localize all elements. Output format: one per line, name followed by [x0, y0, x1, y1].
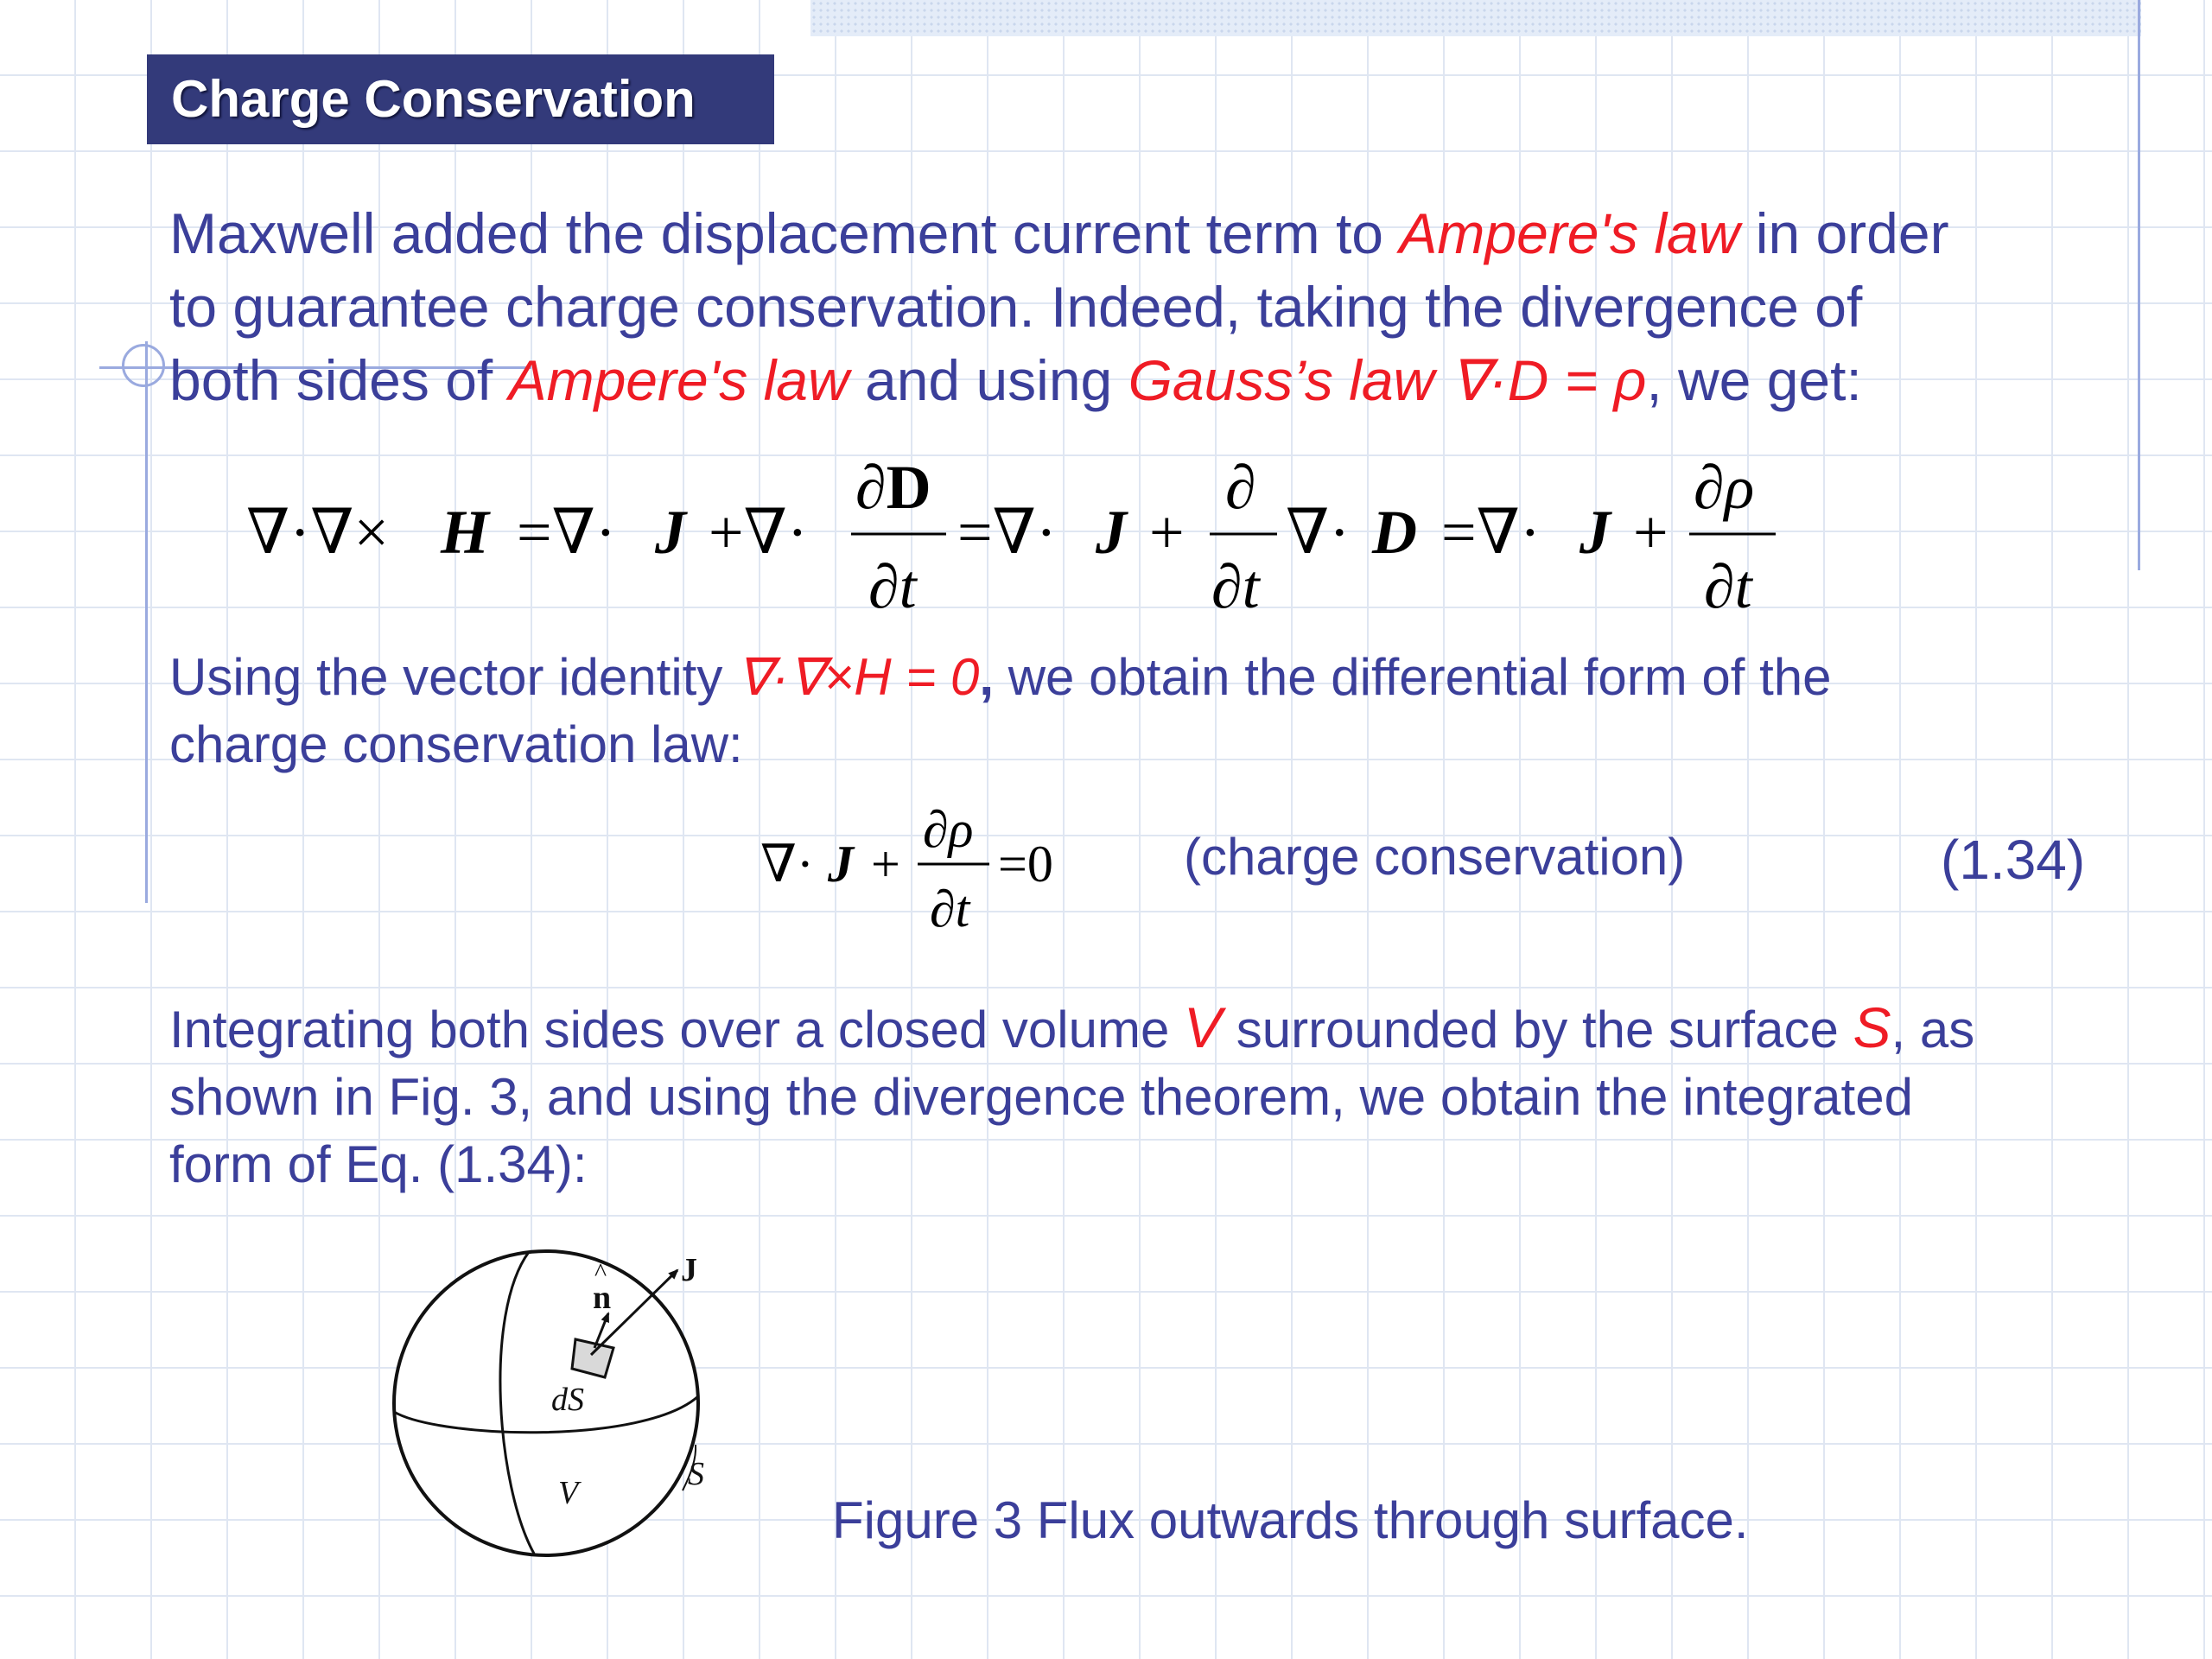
eq1-partial: ∂	[1225, 453, 1256, 522]
eq1-plus-div: +∇·	[709, 498, 808, 567]
volume-V-highlight: V	[1184, 995, 1223, 1059]
eq1-drho: ∂ρ	[1694, 453, 1755, 522]
identity-line-2: charge conservation law:	[169, 715, 743, 773]
eq1-plus-2: +	[1633, 498, 1669, 567]
identity-line-1: Using the vector identity ∇·∇×H = 0, we obtain the differential form of the	[169, 648, 1832, 706]
figure-caption: Figure 3 Flux outwards through surface.	[832, 1491, 1749, 1549]
gauss-law-highlight: Gauss’s law ∇·D = ρ	[1128, 348, 1647, 412]
S-label: S	[688, 1456, 704, 1492]
equation-number: (1.34)	[1941, 829, 2086, 891]
eq1-dD: ∂D	[855, 453, 931, 522]
slide-title: Charge Conservation	[147, 54, 774, 144]
eq2-dt: ∂t	[930, 880, 970, 938]
eq1-J-2: J	[1096, 498, 1127, 567]
equation-label: (charge conservation)	[1184, 828, 1686, 886]
J-label: J	[681, 1252, 697, 1288]
eq1-lhs: ∇·∇×	[246, 498, 390, 567]
eq1-equals-div-2: =∇·	[957, 498, 1057, 567]
eq2-plus: +	[871, 836, 900, 893]
intro-line-2: to guarantee charge conservation. Indeed, taking the divergence of	[169, 275, 1863, 339]
amperes-law-highlight-2: Ampere's law	[508, 348, 849, 412]
eq1-equals-div: =∇·	[517, 498, 616, 567]
intro-line-1: Maxwell added the displacement current term to Ampere's law in order	[169, 201, 1949, 265]
integration-line-3: form of Eq. (1.34):	[169, 1135, 588, 1193]
amperes-law-highlight: Ampere's law	[1399, 201, 1740, 265]
eq1-D: D	[1372, 498, 1417, 567]
surface-S-highlight: S	[1853, 995, 1891, 1059]
eq1-dt-1: ∂t	[868, 552, 917, 621]
vector-identity-highlight: ∇·∇×H = 0	[736, 648, 980, 706]
eq2-nabla-dot: ∇·	[760, 836, 814, 893]
integration-line-2: shown in Fig. 3, and using the divergence theorem, we obtain the integrated	[169, 1068, 1913, 1126]
eq1-equals-div-3: =∇·	[1441, 498, 1541, 567]
integration-line-1: Integrating both sides over a closed volume V surrounded by the surface S, as	[169, 995, 1975, 1059]
eq1-plus: +	[1149, 498, 1185, 567]
sphere-outline	[394, 1251, 698, 1555]
eq1-nabla-dot: ∇·	[1286, 498, 1351, 567]
eq2-equals-zero: =0	[998, 836, 1053, 893]
eq2-J: J	[828, 836, 854, 893]
eq1-J-3: J	[1580, 498, 1611, 567]
V-label: V	[558, 1475, 579, 1511]
intro-line-3: both sides of Ampere's law and using Gauss’s law ∇·D = ρ, we get:	[169, 348, 1862, 412]
eq1-dt-2: ∂t	[1211, 552, 1260, 621]
eq2-drho: ∂ρ	[923, 801, 974, 858]
eq1-dt-3: ∂t	[1704, 552, 1752, 621]
n-hat-label: n	[593, 1280, 612, 1316]
eq1-J-1: J	[655, 498, 686, 567]
dS-label: dS	[551, 1382, 584, 1418]
n-hat-caret-icon: ^	[594, 1258, 607, 1287]
eq1-H: H	[441, 498, 490, 567]
